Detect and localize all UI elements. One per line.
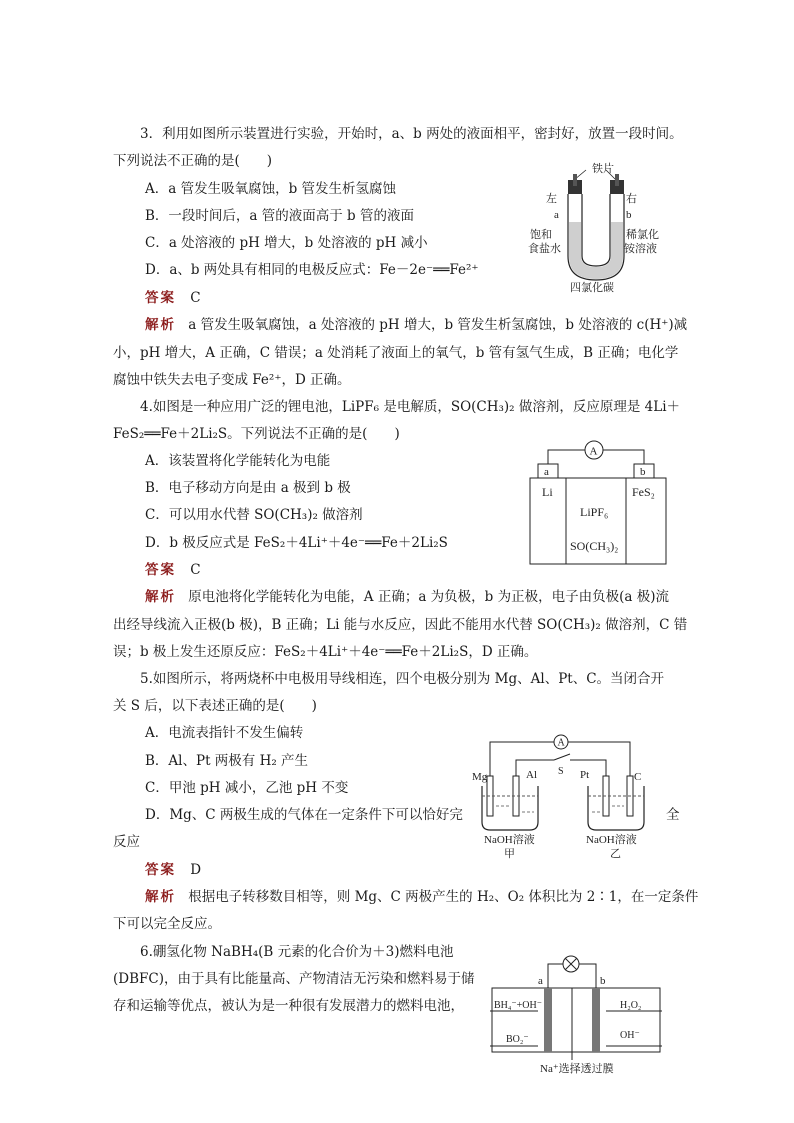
q3-stem-line1: 3．利用如图所示装置进行实验，开始时，a、b 两处的液面相平，密封好，放置一段时间。 — [140, 126, 683, 142]
q6-fuel-cell-figure — [486, 952, 666, 1080]
left-solution-2: 食盐水 — [528, 243, 561, 255]
q5-beakers-figure — [470, 734, 660, 859]
q3-option-a: A．a 管发生吸氧腐蚀，b 管发生析氢腐蚀 — [145, 181, 397, 197]
right-solution-1: 稀氯化 — [626, 229, 659, 241]
ammeter-label: A — [557, 737, 565, 749]
li-label: Li — [542, 485, 553, 499]
q3-analysis-line3: 腐蚀中铁失去电子变成 Fe²⁺，D 正确。 — [113, 372, 351, 388]
q3-analysis-line2: 小，pH 增大，A 正确，C 错误；a 处消耗了液面上的氧气，b 管有氢气生成，B 正确；电化学 — [113, 345, 679, 361]
q6-stem-line3: 存和运输等优点，被认为是一种很有发展潜力的燃料电池， — [113, 998, 464, 1014]
q5-option-d-line2: 反应 — [113, 834, 140, 850]
c-label: C — [634, 771, 642, 783]
q4-option-b: B．电子移动方向是由 a 极到 b 极 — [145, 480, 351, 496]
answer-value: C — [190, 562, 201, 578]
pole-b: b — [600, 975, 606, 987]
left-beaker-name: 甲 — [504, 848, 515, 859]
q5-option-a: A．电流表指针不发生偏转 — [145, 725, 304, 741]
q3-answer — [145, 289, 201, 307]
q5-stem-line1: 5.如图所示，将两烧杯中电极用导线相连，四个电极分别为 Mg、Al、Pt、C。当闭合开 — [140, 671, 665, 687]
q3-u-tube-figure — [528, 158, 668, 293]
left-solution: NaOH溶液 — [484, 834, 535, 846]
right-label: 右 — [626, 193, 637, 205]
q4-option-c: C．可以用水代替 SO(CH₃)₂ 做溶剂 — [145, 507, 363, 523]
q5-option-b: B．Al、Pt 两极有 H₂ 产生 — [145, 753, 309, 769]
al-label: Al — [526, 769, 537, 781]
answer-value: C — [190, 290, 201, 306]
q4-stem-line2: FeS₂══Fe＋2Li₂S。下列说法不正确的是( ) — [113, 426, 400, 442]
q4-answer — [145, 561, 201, 579]
q4-analysis-line3: 误；b 极上发生还原反应：FeS₂＋4Li⁺＋4e⁻══Fe＋2Li₂S，D 正确。 — [113, 644, 538, 660]
q4-option-a: A．该装置将化学能转化为电能 — [145, 453, 331, 469]
right-beaker-name: 乙 — [610, 848, 621, 859]
iron-label: 铁片 — [592, 163, 614, 175]
b-label: b — [626, 209, 632, 221]
mg-label: Mg — [472, 771, 488, 783]
ammeter-label: A — [589, 445, 598, 458]
right-output: OH⁻ — [620, 1030, 640, 1041]
q4-analysis-line1 — [145, 588, 669, 606]
right-solution: NaOH溶液 — [586, 834, 637, 846]
left-solution-1: 饱和 — [530, 229, 552, 241]
q5-option-c: C．甲池 pH 减小，乙池 pH 不变 — [145, 780, 349, 796]
electrolyte-label: LiPF₆ — [580, 505, 609, 519]
q4-option-d: D．b 极反应式是 FeS₂＋4Li⁺＋4e⁻══Fe＋2Li₂S — [145, 535, 448, 551]
left-label: 左 — [546, 193, 557, 205]
left-output: BO₂⁻ — [506, 1034, 529, 1045]
q3-option-d: D．a、b 两处具有相同的电极反应式：Fe－2e⁻══Fe²⁺ — [145, 262, 479, 278]
q3-stem-line2: 下列说法不正确的是( ) — [113, 153, 273, 169]
analysis-text: a 管发生吸氧腐蚀，a 处溶液的 pH 增大，b 管发生析氢腐蚀，b 处溶液的 c(H⁺)减 — [188, 317, 688, 333]
q6-stem-line1: 6.硼氢化物 NaBH₄(B 元素的化合价为＋3)燃料电池 — [140, 944, 454, 960]
analysis-text: 根据电子转移数目相等，则 Mg、C 两极产生的 H₂、O₂ 体积比为 2∶1，在一定条件 — [188, 889, 699, 905]
analysis-label: 解析 — [145, 889, 176, 905]
bottom-label: 四氯化碳 — [570, 282, 614, 293]
q5-option-d: D．Mg、C 两极生成的气体在一定条件下可以恰好完 — [145, 807, 463, 823]
fes2-label: FeS₂ — [632, 485, 655, 499]
switch-label: S — [558, 766, 564, 777]
answer-label: 答案 — [145, 562, 176, 578]
analysis-text: 原电池将化学能转化为电能，A 正确；a 为负极，b 为正极，电子由负极(a 极)流 — [188, 589, 669, 605]
q5-answer — [145, 861, 201, 879]
q5-option-d-end: 全 — [666, 807, 680, 823]
answer-value: D — [190, 862, 202, 878]
right-input: H₂O₂ — [620, 1000, 642, 1011]
q5-analysis-line2: 下可以完全反应。 — [113, 916, 221, 932]
left-input: BH₄⁻+OH⁻ — [494, 1000, 543, 1011]
q6-stem-line2: (DBFC)，由于具有比能量高、产物清洁无污染和燃料易于储 — [113, 971, 475, 987]
membrane-label: Na⁺选择透过膜 — [540, 1063, 614, 1075]
q4-stem-line1: 4.如图是一种应用广泛的锂电池，LiPF₆ 是电解质，SO(CH₃)₂ 做溶剂，反应原理是 4Li＋ — [140, 399, 681, 415]
answer-label: 答案 — [145, 290, 176, 306]
pole-a: a — [544, 466, 549, 478]
q5-stem-line2: 关 S 后，以下表述正确的是( ) — [113, 698, 317, 714]
pole-b: b — [640, 466, 646, 478]
solvent-label: SO(CH₃)₂ — [570, 539, 619, 553]
q4-analysis-line2: 出经导线流入正极(b 极)，B 正确；Li 能与水反应，因此不能用水代替 SO(CH₃)₂ 做溶剂，C 错 — [113, 617, 688, 633]
pt-label: Pt — [580, 769, 590, 781]
q3-analysis-line1 — [145, 316, 687, 334]
q3-option-b: B．一段时间后，a 管的液面高于 b 管的液面 — [145, 208, 414, 224]
q3-option-c: C．a 处溶液的 pH 增大，b 处溶液的 pH 减小 — [145, 235, 428, 251]
q5-analysis-line1 — [145, 888, 698, 906]
a-label: a — [554, 209, 559, 221]
pole-a: a — [538, 975, 543, 987]
analysis-label: 解析 — [145, 317, 176, 333]
analysis-label: 解析 — [145, 589, 176, 605]
answer-label: 答案 — [145, 862, 176, 878]
right-solution-2: 铵溶液 — [624, 243, 657, 255]
q4-battery-figure — [528, 436, 668, 566]
